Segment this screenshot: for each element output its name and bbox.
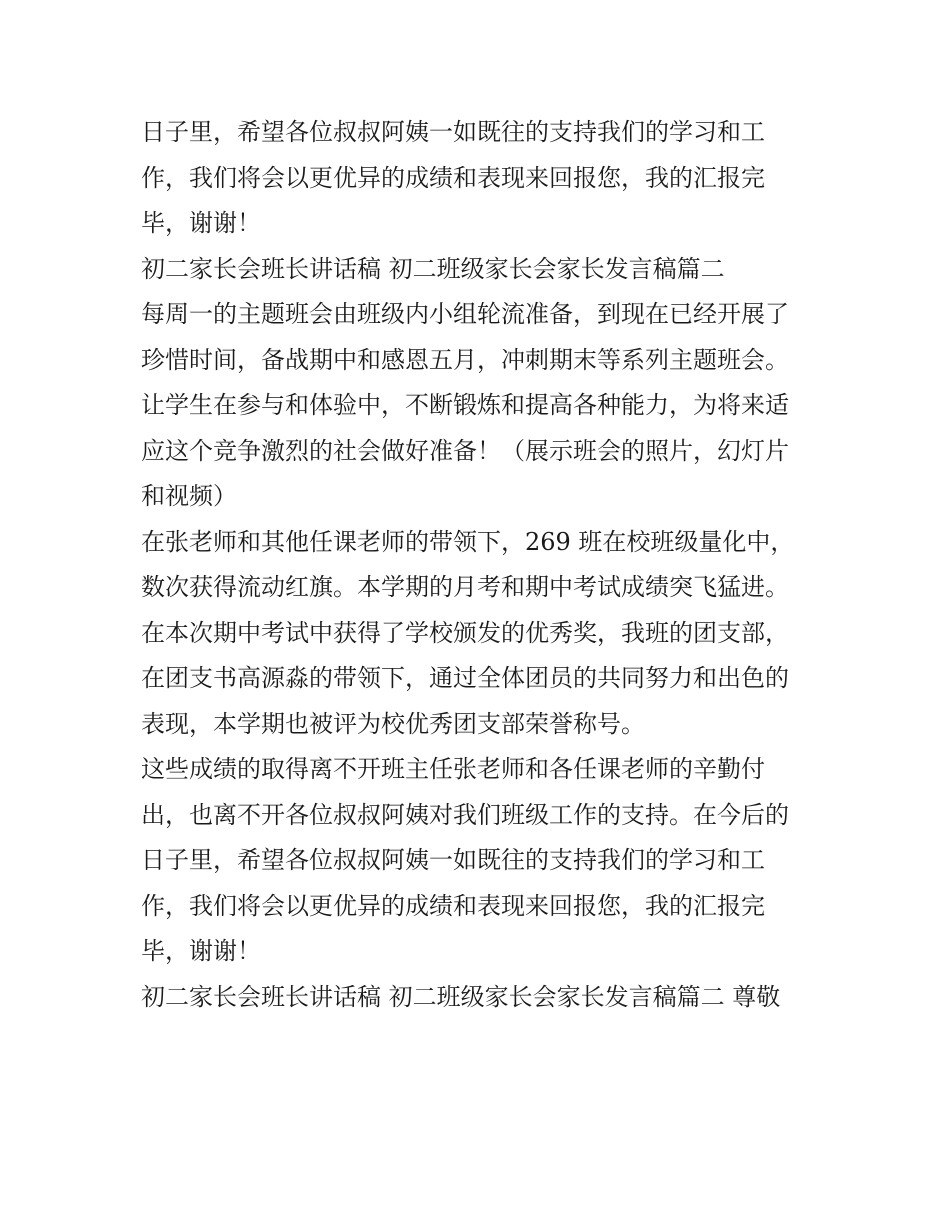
section-heading: 初二家长会班长讲话稿 初二班级家长会家长发言稿篇二 [141,254,725,283]
text-line: 数次获得流动红旗。本学期的月考和期中考试成绩突飞猛进。 [141,573,789,601]
section-heading: 初二家长会班长讲话稿 初二班级家长会家长发言稿篇二 尊敬 [141,982,781,1011]
text-line: 应这个竞争激烈的社会做好准备！（展示班会的照片，幻灯片 [141,436,789,465]
text-line: 在本次期中考试中获得了学校颁发的优秀奖，我班的团支部， [141,618,789,647]
text-line: 和视频） [141,482,237,510]
text-line: 这些成绩的取得离不开班主任张老师和各任课老师的辛勤付 [141,755,765,783]
text-line: 在团支书高源淼的带领下，通过全体团员的共同努力和出色的 [141,664,789,692]
text-line: 出，也离不开各位叔叔阿姨对我们班级工作的支持。在今后的 [141,800,789,829]
text-line: 让学生在参与和体验中，不断锻炼和提高各种能力，为将来适 [141,391,789,419]
document-body [141,110,821,1020]
text-line: 每周一的主题班会由班级内小组轮流准备，到现在已经开展了 [141,300,789,328]
text-line: 作，我们将会以更优异的成绩和表现来回报您，我的汇报完 [141,163,765,192]
text-line: 毕，谢谢！ [141,209,261,237]
text-line: 在张老师和其他任课老师的带领下，269 班在校班级量化中， [141,527,795,556]
text-line: 珍惜时间，备战期中和感恩五月，冲刺期末等系列主题班会。 [141,345,789,374]
text-line: 表现，本学期也被评为校优秀团支部荣誉称号。 [141,709,645,738]
text-line: 毕，谢谢！ [141,937,261,965]
text-line: 作，我们将会以更优异的成绩和表现来回报您，我的汇报完 [141,891,765,920]
text-line: 日子里，希望各位叔叔阿姨一如既往的支持我们的学习和工 [141,846,765,874]
text-line: 日子里，希望各位叔叔阿姨一如既往的支持我们的学习和工 [141,118,765,146]
